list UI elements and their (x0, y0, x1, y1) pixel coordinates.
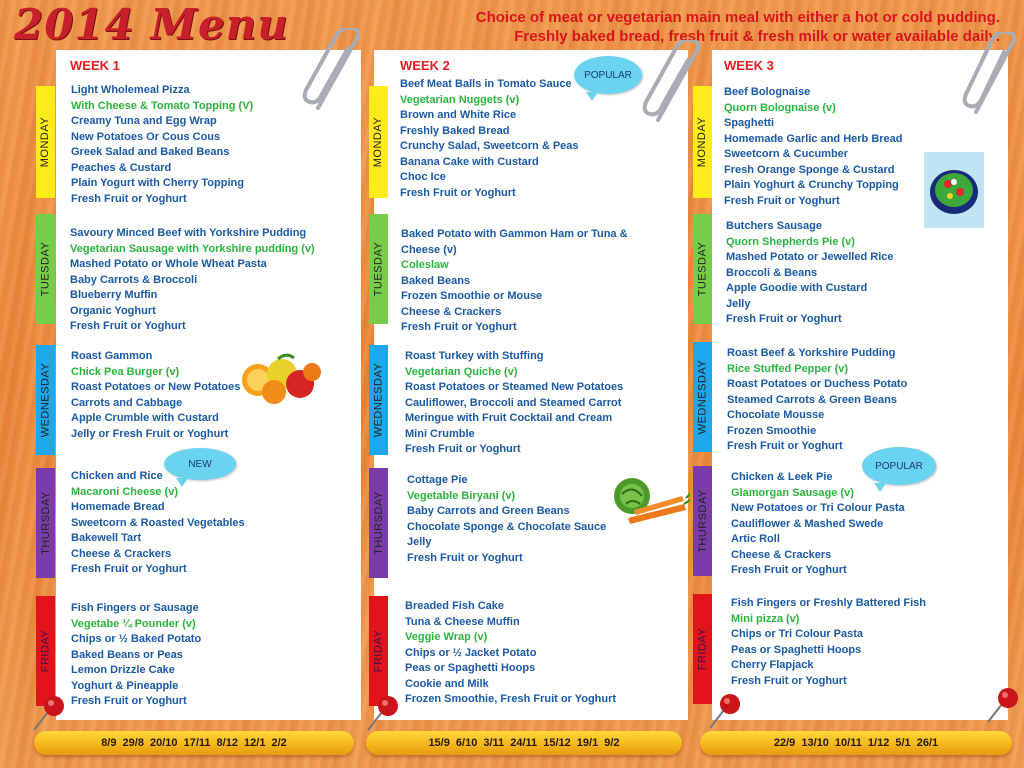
menu-item: Roast Potatoes or Duchess Potato (727, 378, 908, 390)
week-2-friday-menu (405, 599, 616, 708)
week-1-tuesday-menu (70, 226, 315, 335)
menu-item: Broccoli & Beans (726, 266, 818, 279)
menu-item: Frozen Smoothie (727, 424, 817, 437)
week-1-title: WEEK 1 (70, 58, 120, 73)
menu-item: Sweetcorn & Cucumber (724, 148, 849, 160)
week-3-wednesday-tab (693, 342, 712, 452)
week-2-thursday-tab (369, 468, 388, 578)
menu-item: Chips or Tri Colour Pasta (731, 628, 864, 640)
veg-menu-item: Mini pizza (v) (731, 612, 800, 625)
menu-item: Sweetcorn & Roasted Vegetables (71, 516, 245, 529)
week-3-friday-menu (731, 596, 926, 689)
week-2-wednesday-tab (369, 345, 388, 455)
menu-item: Fresh Fruit or Yoghurt (70, 320, 186, 332)
veg-menu-item: With Cheese & Tomato Topping (V) (71, 99, 254, 112)
menu-item: Plain Yogurt with Cherry Topping (71, 177, 244, 189)
push-pin-icon (706, 690, 746, 730)
day-label: WEDNESDAY (372, 362, 385, 438)
menu-item: Roast Beef & Yorkshire Pudding (727, 347, 896, 359)
menu-item: Mini Crumble (405, 427, 475, 440)
menu-item: Jelly or Fresh Fruit or Yoghurt (71, 427, 229, 440)
menu-item: Cauliflower & Mashed Swede (731, 517, 884, 530)
menu-item: Fresh Fruit or Yoghurt (71, 695, 187, 707)
menu-item: Breaded Fish Cake (405, 600, 505, 612)
week-3-title: WEEK 3 (724, 58, 774, 73)
menu-item: Blueberry Muffin (70, 289, 158, 301)
veg-menu-item: Vegetarian Sausage with Yorkshire pudding (v) (70, 242, 315, 255)
menu-item: Cookie and Milk (405, 677, 489, 690)
veg-menu-item: Macaroni Cheese (v) (71, 485, 178, 498)
veg-menu-item: Glamorgan Sausage (v) (731, 486, 854, 499)
veg-menu-item: Rice Stuffed Pepper (v) (727, 362, 849, 375)
menu-item: Organic Yoghurt (70, 304, 156, 317)
week-2-dates: 15/9 6/10 3/11 24/11 15/12 19/1 9/2 (366, 731, 682, 755)
menu-item: Fresh Fruit or Yoghurt (71, 192, 187, 205)
menu-item: Baked Beans (401, 274, 471, 287)
day-label: THURSDAY (372, 491, 385, 555)
menu-item: Fresh Orange Sponge & Custard (724, 163, 895, 176)
menu-item: Yoghurt & Pineapple (71, 679, 179, 692)
day-label: TUESDAY (372, 241, 385, 297)
menu-item: Homemade Bread (71, 501, 165, 513)
menu-item: Peas or Spaghetti Hoops (405, 662, 536, 674)
week-2-title: WEEK 2 (400, 58, 450, 73)
week-1-thursday-tab (36, 468, 55, 578)
menu-item: Roast Potatoes or Steamed New Potatoes (405, 381, 624, 393)
menu-item: New Potatoes or Tri Colour Pasta (731, 502, 905, 514)
day-label: FRIDAY (696, 627, 709, 671)
menu-item: Light Wholemeal Pizza (71, 84, 190, 96)
day-label: THURSDAY (39, 491, 52, 555)
menu-item: Fresh Fruit or Yoghurt (400, 186, 516, 199)
day-label: FRIDAY (372, 629, 385, 673)
menu-item: Fresh Fruit or Yoghurt (731, 674, 847, 687)
fruit-icon (238, 350, 324, 406)
menu-item: Chips or ½ Baked Potato (71, 633, 202, 645)
menu-item: Chicken & Leek Pie (731, 471, 833, 483)
day-label: MONDAY (39, 116, 52, 168)
menu-item: Carrots and Cabbage (71, 396, 183, 409)
menu-item: Roast Turkey with Stuffing (405, 350, 544, 362)
push-pin-icon (984, 684, 1024, 724)
week-1-thursday-menu (71, 469, 245, 578)
menu-item: Mashed Potato or Whole Wheat Pasta (70, 258, 267, 270)
week-2-wednesday-menu (405, 349, 623, 458)
menu-item: Fish Fingers or Sausage (71, 602, 199, 614)
veg-menu-item: Coleslaw (401, 259, 449, 271)
menu-item: Roast Potatoes or New Potatoes (71, 381, 241, 393)
day-label: THURSDAY (696, 489, 709, 553)
tagline-line-1: Choice of meat or vegetarian main meal with either a hot or cold pudding. (475, 9, 1000, 26)
menu-item: Fresh Fruit or Yoghurt (724, 194, 840, 207)
menu-item: Butchers Sausage (726, 220, 822, 232)
menu-item: Greek Salad and Baked Beans (71, 146, 230, 158)
menu-item: Chicken and Rice (71, 470, 163, 482)
menu-item: Lemon Drizzle Cake (71, 664, 175, 676)
menu-item: Baby Carrots and Green Beans (407, 505, 570, 517)
week-3-friday-tab (693, 594, 712, 704)
menu-item: Baked Beans or Peas (71, 648, 183, 661)
menu-item: Cheese & Crackers (71, 547, 172, 560)
week-3-thursday-tab (693, 466, 712, 576)
menu-item: Fresh Fruit or Yoghurt (405, 443, 521, 455)
week-1-wednesday-menu (71, 349, 240, 442)
menu-item: Fish Fingers or Freshly Battered Fish (731, 597, 926, 609)
day-label: TUESDAY (696, 241, 709, 297)
menu-item: Fresh Fruit or Yoghurt (726, 313, 842, 325)
popular-badge-week-3: POPULAR (862, 447, 936, 485)
menu-item: Artic Roll (731, 533, 780, 545)
day-label: MONDAY (696, 116, 709, 168)
menu-item: Frozen Smoothie, Fresh Fruit or Yoghurt (405, 693, 617, 705)
new-badge-week-1: NEW (164, 448, 236, 480)
week-1-friday-tab (36, 596, 55, 706)
day-label: MONDAY (372, 116, 385, 168)
week-1-tuesday-tab (36, 214, 55, 324)
menu-item: Cheese & Crackers (401, 305, 502, 318)
veg-menu-item: Veggie Wrap (v) (405, 631, 488, 643)
week-3-tuesday-tab (693, 214, 712, 324)
week-3-wednesday-menu (727, 346, 907, 455)
tagline-line-2: Freshly baked bread, fresh fruit & fresh milk or water available daily. (514, 28, 1000, 45)
menu-item: Meringue with Fruit Cocktail and Cream (405, 412, 613, 424)
day-label: WEDNESDAY (696, 359, 709, 435)
menu-item: Chocolate Mousse (727, 409, 825, 421)
menu-item: Cheese & Crackers (731, 548, 832, 561)
menu-item: Crunchy Salad, Sweetcorn & Peas (400, 140, 579, 152)
week-2-tuesday-menu (401, 227, 628, 336)
week-2-friday-tab (369, 596, 388, 706)
week-1-friday-menu (71, 601, 201, 710)
menu-item: Cottage Pie (407, 474, 468, 486)
paperclip-icon (300, 28, 370, 114)
veg-menu-item: Chick Pea Burger (v) (71, 365, 180, 378)
day-label: TUESDAY (39, 241, 52, 297)
menu-item: Fresh Fruit or Yoghurt (727, 440, 843, 452)
menu-item: Apple Goodie with Custard (726, 282, 868, 294)
menu-item: Peaches & Custard (71, 161, 172, 174)
veg-menu-item: Vegetabe ¼ Pounder (v) (71, 617, 196, 630)
veg-menu-item: Vegetarian Nuggets (v) (400, 93, 520, 106)
push-pin-icon (364, 692, 404, 732)
menu-item: Roast Gammon (71, 350, 153, 362)
menu-item: Jelly (407, 536, 432, 548)
menu-item: Jelly (726, 297, 751, 310)
menu-item: Tuna & Cheese Muffin (405, 615, 520, 628)
menu-item: Peas or Spaghetti Hoops (731, 643, 862, 656)
menu-item: Cheese (v) (401, 243, 457, 256)
vegetables-icon (608, 474, 690, 530)
popular-badge-week-2: POPULAR (574, 56, 642, 94)
menu-title: 2014 Menu (14, 0, 289, 49)
menu-item: Cherry Flapjack (731, 659, 814, 671)
week-2-tuesday-tab (369, 214, 388, 324)
menu-item: Fresh Fruit or Yoghurt (71, 563, 187, 575)
salad-bowl-icon (924, 152, 984, 228)
menu-item: Steamed Carrots & Green Beans (727, 393, 897, 406)
menu-item: Spaghetti (724, 117, 775, 129)
menu-item: Bakewell Tart (71, 532, 142, 544)
menu-item: Homemade Garlic and Herb Bread (724, 132, 903, 145)
menu-item: Baby Carrots & Broccoli (70, 273, 198, 286)
menu-item: Mashed Potato or Jewelled Rice (726, 251, 894, 263)
week-3-tuesday-menu (726, 219, 894, 328)
menu-item: Freshly Baked Bread (400, 124, 510, 137)
menu-item: Chips or ½ Jacket Potato (405, 646, 537, 659)
menu-item: Plain Yoghurt & Crunchy Topping (724, 179, 899, 191)
week-2-monday-tab (369, 86, 388, 198)
menu-item: Frozen Smoothie or Mouse (401, 290, 543, 302)
menu-item: Chocolate Sponge & Chocolate Sauce (407, 520, 607, 533)
menu-item: Creamy Tuna and Egg Wrap (71, 115, 217, 127)
week-1-wednesday-tab (36, 345, 55, 455)
menu-item: Beef Bolognaise (724, 86, 811, 98)
menu-item: Fresh Fruit or Yoghurt (731, 564, 847, 576)
week-1-dates: 8/9 29/8 20/10 17/11 8/12 12/1 2/2 (34, 731, 354, 755)
menu-item: Banana Cake with Custard (400, 155, 539, 168)
veg-menu-item: Quorn Bolognaise (v) (724, 101, 836, 114)
week-3-monday-menu (724, 85, 903, 209)
veg-menu-item: Vegetable Biryani (v) (407, 489, 516, 502)
week-3-dates: 22/9 13/10 10/11 1/12 5/1 26/1 (700, 731, 1012, 755)
menu-item: Brown and White Rice (400, 109, 517, 121)
paperclip-icon (640, 40, 710, 126)
menu-item: Choc Ice (400, 171, 446, 183)
week-1-monday-tab (36, 86, 55, 198)
veg-menu-item: Quorn Shepherds Pie (v) (726, 235, 855, 248)
push-pin-icon (30, 692, 70, 732)
menu-item: Cauliflower, Broccoli and Steamed Carrot (405, 396, 622, 409)
paperclip-icon (962, 32, 1024, 118)
menu-item: New Potatoes Or Cous Cous (71, 130, 221, 143)
day-label: WEDNESDAY (39, 362, 52, 438)
menu-item: Apple Crumble with Custard (71, 412, 219, 424)
menu-item: Beef Meat Balls in Tomato Sauce (400, 78, 572, 90)
week-2-monday-menu (400, 77, 579, 201)
menu-item: Fresh Fruit or Yoghurt (407, 551, 523, 564)
week-1-monday-menu (71, 83, 253, 207)
veg-menu-item: Vegetarian Quiche (v) (405, 365, 518, 378)
day-label: FRIDAY (39, 629, 52, 673)
week-2-thursday-menu (407, 473, 606, 566)
menu-item: Savoury Minced Beef with Yorkshire Pudding (70, 227, 307, 239)
menu-item: Baked Potato with Gammon Ham or Tuna & (401, 228, 628, 240)
menu-item: Fresh Fruit or Yoghurt (401, 321, 517, 333)
